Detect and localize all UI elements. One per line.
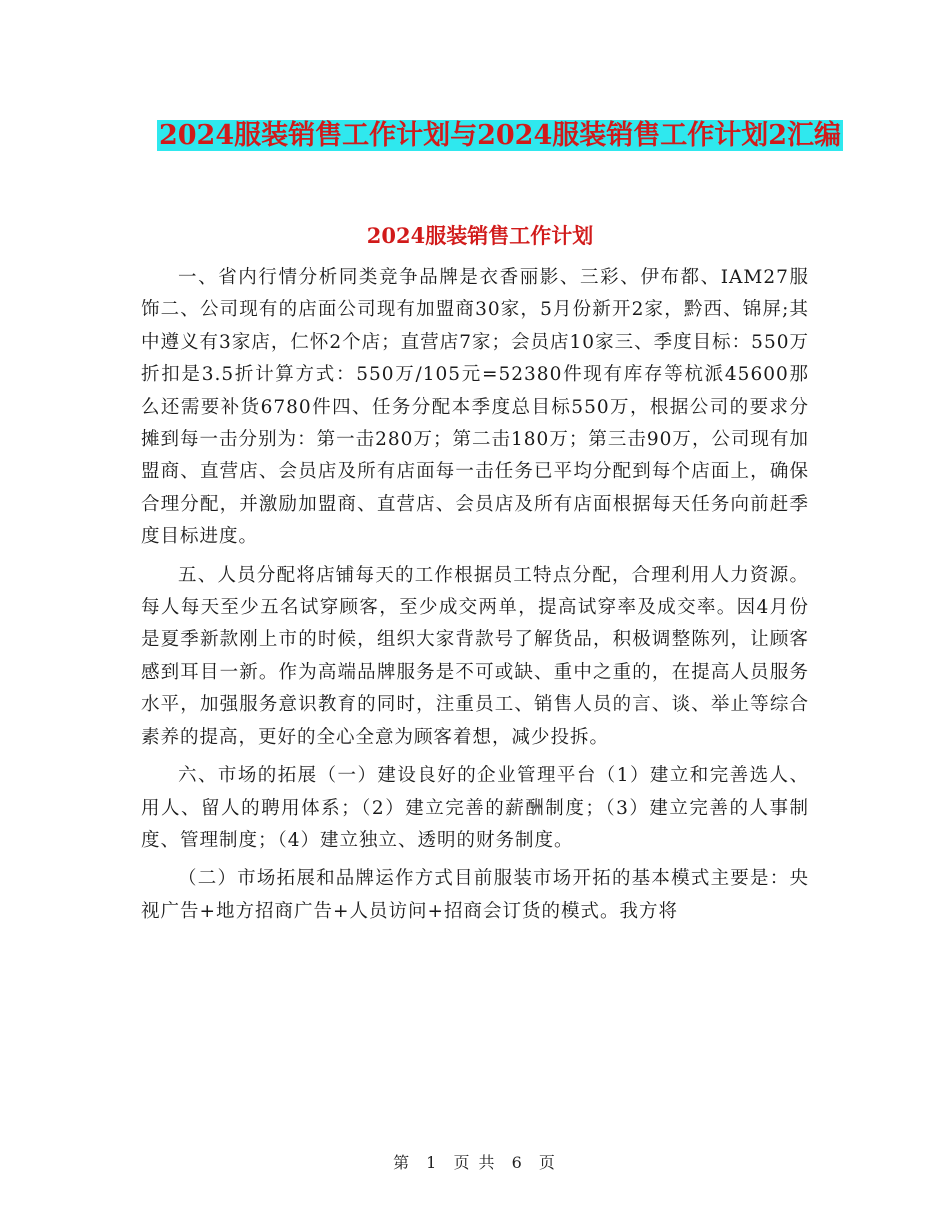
document-title-text: 2024服装销售工作计划与2024服装销售工作计划2汇编 bbox=[158, 120, 842, 151]
section-title: 2024服装销售工作计划 bbox=[366, 223, 594, 248]
document-title bbox=[140, 112, 860, 160]
footer-middle: 页 共 bbox=[453, 1153, 497, 1172]
document-body bbox=[141, 262, 809, 934]
paragraph: 六、市场的拓展（一）建设良好的企业管理平台（1）建立和完善选人、用人、留人的聘用体系；（2）建立完善的薪酬制度；（3）建立完善的人事制度、管理制度；（4）建立独立、透明的财务制度。 bbox=[141, 765, 809, 851]
page-footer bbox=[0, 1150, 950, 1173]
footer-total-pages: 6 bbox=[511, 1153, 524, 1172]
footer-prefix: 第 bbox=[393, 1153, 412, 1172]
footer-page-number: 1 bbox=[426, 1153, 439, 1172]
footer-suffix: 页 bbox=[538, 1153, 557, 1172]
paragraph: 五、人员分配将店铺每天的工作根据员工特点分配，合理利用人力资源。每人每天至少五名试穿顾客，至少成交两单，提高试穿率及成交率。因4月份是夏季新款刚上市的时候，组织大家背款号了解货品，积极调整陈列，让顾客感到耳目一新。作为高端品牌服务是不可或缺、重中之重的，在提高人员服务水平，加强服务意识教育的同时，注重员工、销售人员的言、谈、举止等综合素养的提高，更好的全心全意为顾客着想，减少投拆。 bbox=[141, 564, 809, 748]
paragraph: （二）市场拓展和品牌运作方式目前服装市场开拓的基本模式主要是：央视广告+地方招商广告+人员访问+招商会订货的模式。我方将 bbox=[141, 868, 809, 922]
paragraph: 一、省内行情分析同类竞争品牌是衣香丽影、三彩、伊布都、IAM27服饰二、公司现有的店面公司现有加盟商30家，5月份新开2家，黔西、锦屏;其中遵义有3家店，仁怀2个店；直营店7家；会员店10家三、季度目标：550万折扣是3.5折计算方式：550万/105元=52380件现有库存等杭派45600那么还需要补货6780件四、任务分配本季度总目标550万，根据公司的要求分摊到每一击分别为：第一击280万；第二击180万；第三击90万，公司现有加盟商、直营店、会员店及所有店面每一击任务已平均分配到每个店面上，确保合理分配，并激励加盟商、直营店、会员店及所有店面根据每天任务向前赶季度目标进度。 bbox=[141, 267, 809, 548]
